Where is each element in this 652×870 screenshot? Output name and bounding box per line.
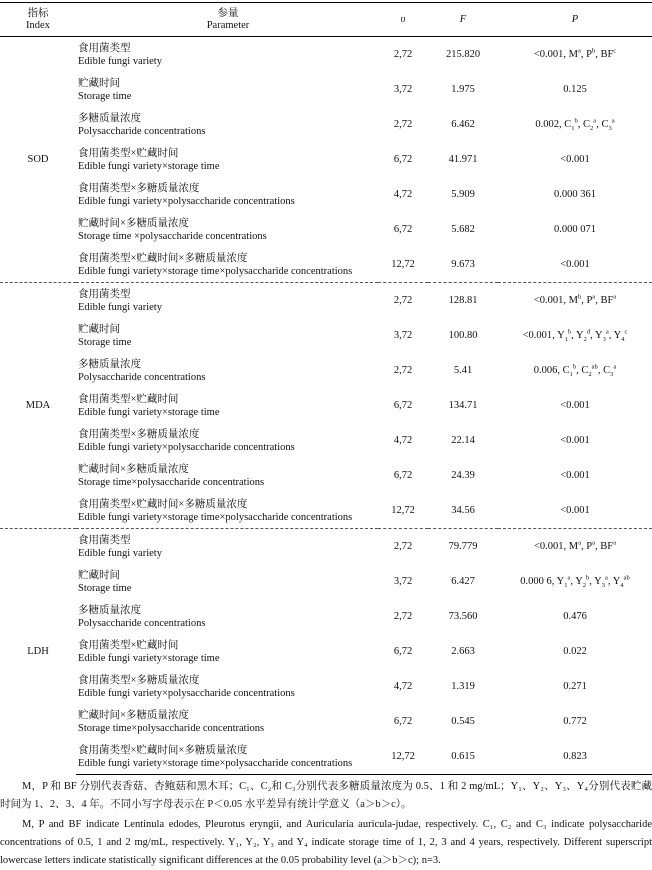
index-cell: LDH <box>0 529 76 775</box>
term-sup: a <box>578 539 582 547</box>
significance-term <box>600 49 616 60</box>
term-sub: 3 <box>608 125 612 133</box>
df-cell: 6,72 <box>393 400 413 411</box>
p-value: <0.001 <box>560 154 590 165</box>
parameter-en: Edible fungi variety×storage time <box>78 160 220 172</box>
term-sup: a <box>605 328 609 336</box>
term-sup: a <box>567 574 571 582</box>
header-param-zh: 参量 <box>217 7 239 19</box>
parameter-cell <box>76 212 378 247</box>
table-row <box>0 107 652 142</box>
f-cell: 41.971 <box>448 154 478 165</box>
term-sup: a <box>592 539 596 547</box>
df-cell: 4,72 <box>393 189 413 200</box>
significance-term <box>601 117 615 133</box>
table-body <box>0 37 652 775</box>
table-row <box>0 283 652 319</box>
header-f-label: F <box>459 13 467 25</box>
term-sub: 3 <box>610 371 614 379</box>
p-cell: <0.001, $Y_1^b$, $Y_2^d$, $Y_3^a$, $Y_4^c$ <box>522 328 628 344</box>
parameter-en: Polysaccharide concentrations <box>78 125 206 137</box>
parameter-cell <box>76 247 378 283</box>
term-base: Y <box>595 330 603 341</box>
p-value: 0.772 <box>563 716 587 727</box>
f-cell: 73.560 <box>448 611 478 622</box>
parameter-cell <box>76 529 378 565</box>
f-cell: 0.545 <box>451 716 475 727</box>
significance-term <box>600 541 616 552</box>
df-cell: 4,72 <box>393 681 413 692</box>
parameter-en: Edible fungi variety×polysaccharide concentrations <box>78 441 295 453</box>
parameter-zh: 食用菌类型×贮藏时间×多糖质量浓度 <box>78 744 248 756</box>
df-cell: 12,72 <box>378 739 428 775</box>
df-cell: 6,72 <box>393 154 413 165</box>
term-base: P <box>586 541 593 552</box>
df-cell: 6,72 <box>393 470 413 481</box>
term-sub: 1 <box>569 371 573 379</box>
p-cell <box>498 634 652 669</box>
term-sup: b <box>591 47 596 55</box>
p-cell <box>498 212 652 247</box>
significance-term <box>569 49 581 60</box>
f-cell: 2.663 <box>451 646 475 657</box>
table-notes <box>0 778 652 870</box>
term-sup: c <box>613 47 617 55</box>
term-base: P <box>586 49 592 60</box>
parameter-en: Edible fungi variety <box>78 547 162 559</box>
df-cell: 2,72 <box>378 283 428 319</box>
term-base: P <box>586 295 593 306</box>
parameter-zh: 贮藏时间×多糖质量浓度 <box>78 217 189 229</box>
significance-term <box>612 574 630 590</box>
parameter-cell <box>76 72 378 107</box>
parameter-zh: 食用菌类型 <box>78 42 131 54</box>
p-cell <box>498 142 652 177</box>
term-base: Y <box>575 576 583 587</box>
table-row <box>0 318 652 353</box>
p-cell <box>498 669 652 704</box>
term-base: Y <box>612 576 621 587</box>
note-english: M, P and BF indicate Lentinula edodes, Pleurotus eryngii, and Auricularia auricula-judae, respectively. C₁, C₂ and C₃ indicate polysaccharide concentrations of 0.5, 1 and 2 mg/mL, respectively. Y₁, Y₂, Y₃ and Y₄ indicate storage time of 1, 2, 3 and 4 years, respectively. Different superscript lowercase letters indicate statistically significant differences at the 0.05 probability level (a＞b＞c); n=3. <box>0 819 652 866</box>
df-cell: 4,72 <box>393 435 413 446</box>
term-base: M <box>568 49 578 60</box>
term-base: Y <box>576 330 584 341</box>
table-row <box>0 177 652 212</box>
f-cell: 100.80 <box>448 330 478 341</box>
term-base: Y <box>557 330 565 341</box>
term-sup: b <box>572 363 577 371</box>
f-cell: 22.14 <box>451 435 475 446</box>
p-value: <0.001 <box>560 505 590 516</box>
header-param-en: Parameter <box>206 19 250 31</box>
p-cell <box>498 493 652 529</box>
term-base: M <box>568 541 579 552</box>
parameter-cell <box>76 423 378 458</box>
parameter-zh: 多糖质量浓度 <box>78 358 141 370</box>
f-cell: 9.673 <box>451 259 475 270</box>
parameter-cell <box>76 142 378 177</box>
p-value: 0.002 <box>535 119 560 130</box>
significance-term <box>595 328 609 344</box>
parameter-en: Edible fungi variety×storage time×polysaccharide concentrations <box>78 511 353 523</box>
significance-term <box>557 328 572 344</box>
parameter-zh: 食用菌类型×贮藏时间 <box>78 639 179 651</box>
table-row <box>0 212 652 247</box>
header-parameter <box>76 3 378 37</box>
df-cell: 3,72 <box>393 576 413 587</box>
significance-term <box>562 363 577 379</box>
term-sup: ab <box>591 363 598 371</box>
df-cell: 3,72 <box>393 330 413 341</box>
parameter-zh: 食用菌类型×多糖质量浓度 <box>78 674 200 686</box>
header-p-label: P <box>571 13 579 25</box>
header-index-zh: 指标 <box>27 7 49 19</box>
note-chinese: M，P 和 BF 分别代表香菇、杏鲍菇和黑木耳；C₁、C₂和 C₃分别代表多糖质量浓度为 0.5、1 和 2 mg/mL；Y₁、Y₂、Y₃、Y₄分别代表贮藏时间为 1、2、3、4 年。不同小写字母表示在 P＜0.05 水平差异有统计学意义（a＞b＞c）。 <box>0 781 652 810</box>
p-value: 0.823 <box>563 751 587 762</box>
term-base: Y <box>556 576 565 587</box>
p-value: 0.125 <box>563 84 587 95</box>
p-value: <0.001 <box>533 49 564 60</box>
significance-term <box>575 574 590 590</box>
parameter-en: Edible fungi variety×storage time×polysaccharide concentrations <box>78 265 353 277</box>
term-sub: 2 <box>588 371 592 379</box>
significance-term <box>586 295 595 306</box>
parameter-cell <box>76 634 378 669</box>
parameter-zh: 多糖质量浓度 <box>78 112 141 124</box>
table-row <box>0 247 652 283</box>
header-index-en: Index <box>26 19 50 31</box>
term-sup: a <box>613 539 616 547</box>
df-cell: 3,72 <box>393 84 413 95</box>
parameter-cell <box>76 388 378 423</box>
p-cell: 0.002, $C_1^b$, $C_2^a$, $C_3^a$ <box>535 117 615 133</box>
p-value: <0.001 <box>560 470 590 481</box>
p-cell: 0.006, $C_1^b$, $C_2^{ab}$, $C_3^a$ <box>533 363 617 379</box>
term-base: C <box>581 365 589 376</box>
df-cell: 2,72 <box>393 49 413 60</box>
parameter-en: Edible fungi variety <box>78 301 162 313</box>
header-f <box>428 3 498 37</box>
parameter-zh: 贮藏时间×多糖质量浓度 <box>78 709 189 721</box>
df-cell: 12,72 <box>391 259 415 270</box>
parameter-en: Edible fungi variety×storage time×polysaccharide concentrations <box>78 757 353 769</box>
p-cell: 0.000 6, $Y_1^a$, $Y_2^b$, $Y_3^a$, $Y_4^{ab}$ <box>520 574 630 590</box>
p-cell <box>498 423 652 458</box>
parameter-en: Edible fungi variety×polysaccharide concentrations <box>78 687 295 699</box>
parameter-cell <box>76 599 378 634</box>
df-cell: 6,72 <box>393 224 413 235</box>
p-value: 0.271 <box>563 681 587 692</box>
df-cell: 2,72 <box>378 529 428 565</box>
term-base: BF <box>600 295 614 306</box>
parameter-en: Edible fungi variety×polysaccharide concentrations <box>78 195 295 207</box>
table-row <box>0 37 652 73</box>
parameter-cell <box>76 669 378 704</box>
term-sup: b <box>586 574 590 582</box>
header-index <box>0 3 76 37</box>
p-value: <0.001 <box>560 400 590 411</box>
f-cell: 5.909 <box>451 189 475 200</box>
df-cell: 12,72 <box>391 505 415 516</box>
term-base: C <box>562 365 570 376</box>
p-value: <0.001 <box>560 435 590 446</box>
p-value: 0.000 071 <box>554 224 596 235</box>
table-row <box>0 388 652 423</box>
term-sup: ab <box>623 574 630 582</box>
p-value: 0.022 <box>563 646 587 657</box>
index-cell: MDA <box>0 283 76 529</box>
parameter-zh: 食用菌类型×贮藏时间 <box>78 147 179 159</box>
f-cell: 6.427 <box>451 576 475 587</box>
term-sup: c <box>624 328 628 336</box>
term-sub: 3 <box>602 336 606 344</box>
f-cell: 79.779 <box>428 529 498 565</box>
parameter-en: Storage time <box>78 90 132 102</box>
parameter-zh: 贮藏时间 <box>78 77 120 89</box>
f-cell: 24.39 <box>451 470 475 481</box>
term-sup: d <box>586 328 591 336</box>
header-p <box>498 3 652 37</box>
p-cell <box>498 388 652 423</box>
p-cell: <0.001, $M^b$, $P^a$, $BF^a$ <box>498 283 652 319</box>
term-sub: 2 <box>582 582 587 590</box>
parameter-cell <box>76 177 378 212</box>
term-sup: a <box>613 293 617 301</box>
significance-term <box>583 117 597 133</box>
parameter-en: Storage time <box>78 582 132 594</box>
parameter-cell <box>76 37 378 73</box>
p-value: 0.006 <box>533 365 558 376</box>
p-value: 0.476 <box>563 611 587 622</box>
table-row <box>0 423 652 458</box>
p-value: 0.000 6 <box>520 576 552 587</box>
table-row <box>0 72 652 107</box>
parameter-en: Edible fungi variety×storage time <box>78 652 220 664</box>
parameter-en: Storage time×polysaccharide concentrations <box>78 722 265 734</box>
term-sub: 2 <box>590 125 594 133</box>
parameter-cell <box>76 458 378 493</box>
table-row <box>0 458 652 493</box>
p-cell <box>498 177 652 212</box>
significance-term <box>581 363 598 379</box>
df-cell: 2,72 <box>393 365 413 376</box>
table-row <box>0 142 652 177</box>
f-cell: 1.319 <box>451 681 475 692</box>
p-cell <box>498 458 652 493</box>
term-sub: 4 <box>621 336 625 344</box>
parameter-cell <box>76 353 378 388</box>
f-cell: 5.41 <box>453 365 473 376</box>
term-sup: a <box>611 117 615 125</box>
significance-term <box>586 49 595 60</box>
term-base: C <box>564 119 572 130</box>
f-cell: 5.682 <box>451 224 475 235</box>
f-cell: 0.615 <box>428 739 498 775</box>
header-v <box>378 3 428 37</box>
significance-term <box>586 541 595 552</box>
parameter-en: Storage time <box>78 336 132 348</box>
parameter-zh: 贮藏时间×多糖质量浓度 <box>78 463 189 475</box>
p-cell <box>498 247 652 283</box>
term-sub: 1 <box>564 336 568 344</box>
term-sub: 3 <box>601 582 606 590</box>
p-value: 0.000 361 <box>554 189 596 200</box>
term-sup: a <box>605 574 608 582</box>
parameter-zh: 食用菌类型×贮藏时间×多糖质量浓度 <box>78 252 248 264</box>
f-cell: 128.81 <box>428 283 498 319</box>
p-value: <0.001 <box>522 330 553 341</box>
table-row <box>0 493 652 529</box>
parameter-cell <box>76 318 378 353</box>
p-cell <box>498 704 652 739</box>
parameter-zh: 贮藏时间 <box>78 323 120 335</box>
parameter-zh: 食用菌类型×多糖质量浓度 <box>78 428 200 440</box>
f-cell: 6.462 <box>451 119 475 130</box>
term-sub: 4 <box>620 582 624 590</box>
significance-term <box>556 574 571 590</box>
p-cell: <0.001, $M^a$, $P^b$, $BF^c$ <box>533 47 617 60</box>
table-row <box>0 529 652 565</box>
table-row <box>0 739 652 775</box>
term-base: C <box>603 365 611 376</box>
significance-term <box>613 328 628 344</box>
term-sup: a <box>577 47 581 55</box>
p-cell <box>498 739 652 775</box>
term-sup: b <box>574 117 578 125</box>
parameter-cell <box>76 564 378 599</box>
parameter-zh: 食用菌类型 <box>78 534 131 546</box>
p-cell: <0.001, $M^a$, $P^a$, $BF^a$ <box>498 529 652 565</box>
significance-term <box>564 117 578 133</box>
parameter-cell <box>76 739 378 775</box>
term-sub: 2 <box>583 336 587 344</box>
term-base: C <box>583 119 591 130</box>
parameter-en: Storage time ×polysaccharide concentrations <box>78 230 267 242</box>
term-sub: 1 <box>571 125 575 133</box>
df-cell: 2,72 <box>393 611 413 622</box>
term-sub: 1 <box>564 582 568 590</box>
parameter-cell <box>76 107 378 142</box>
significance-term <box>600 295 616 306</box>
p-cell <box>498 72 652 107</box>
term-base: C <box>601 119 609 130</box>
term-sup: b <box>567 328 572 336</box>
significance-term <box>569 295 582 306</box>
p-value: <0.001 <box>560 259 590 270</box>
significance-term <box>576 328 591 344</box>
table-header-row <box>0 3 652 37</box>
p-cell <box>498 599 652 634</box>
p-value: <0.001 <box>534 541 564 552</box>
f-cell: 134.71 <box>448 400 478 411</box>
parameter-en: Polysaccharide concentrations <box>78 617 206 629</box>
significance-term <box>594 574 608 590</box>
f-cell: 1.975 <box>451 84 475 95</box>
parameter-zh: 食用菌类型×贮藏时间×多糖质量浓度 <box>78 498 248 510</box>
term-sup: a <box>592 293 596 301</box>
significance-term <box>569 541 581 552</box>
term-base: BF <box>600 541 614 552</box>
table-row <box>0 704 652 739</box>
parameter-cell <box>76 283 378 319</box>
term-sup: a <box>613 363 617 371</box>
parameter-en: Polysaccharide concentrations <box>78 371 206 383</box>
f-cell: 215.820 <box>445 49 481 60</box>
term-sup: a <box>593 117 597 125</box>
parameter-en: Edible fungi variety×storage time <box>78 406 220 418</box>
significance-term <box>603 363 617 379</box>
parameter-zh: 食用菌类型 <box>78 288 131 300</box>
parameter-en: Edible fungi variety <box>78 55 162 67</box>
term-base: Y <box>613 330 622 341</box>
header-v-label: υ <box>400 13 406 25</box>
term-sup: b <box>577 293 582 301</box>
df-cell: 6,72 <box>393 646 413 657</box>
anova-table <box>0 2 652 775</box>
parameter-zh: 贮藏时间 <box>78 569 120 581</box>
parameter-cell <box>76 493 378 529</box>
df-cell: 6,72 <box>393 716 413 727</box>
table-row <box>0 634 652 669</box>
term-base: BF <box>600 49 614 60</box>
parameter-en: Storage time×polysaccharide concentrations <box>78 476 265 488</box>
parameter-zh: 食用菌类型×多糖质量浓度 <box>78 182 200 194</box>
table-row <box>0 564 652 599</box>
parameter-cell <box>76 704 378 739</box>
parameter-zh: 多糖质量浓度 <box>78 604 141 616</box>
parameter-zh: 食用菌类型×贮藏时间 <box>78 393 179 405</box>
table-row <box>0 599 652 634</box>
table-row <box>0 353 652 388</box>
p-value: <0.001 <box>533 295 564 306</box>
term-base: M <box>568 295 578 306</box>
f-cell: 34.56 <box>451 505 475 516</box>
index-cell: SOD <box>27 154 49 165</box>
table-row <box>0 669 652 704</box>
term-base: Y <box>594 576 602 587</box>
df-cell: 2,72 <box>393 119 413 130</box>
